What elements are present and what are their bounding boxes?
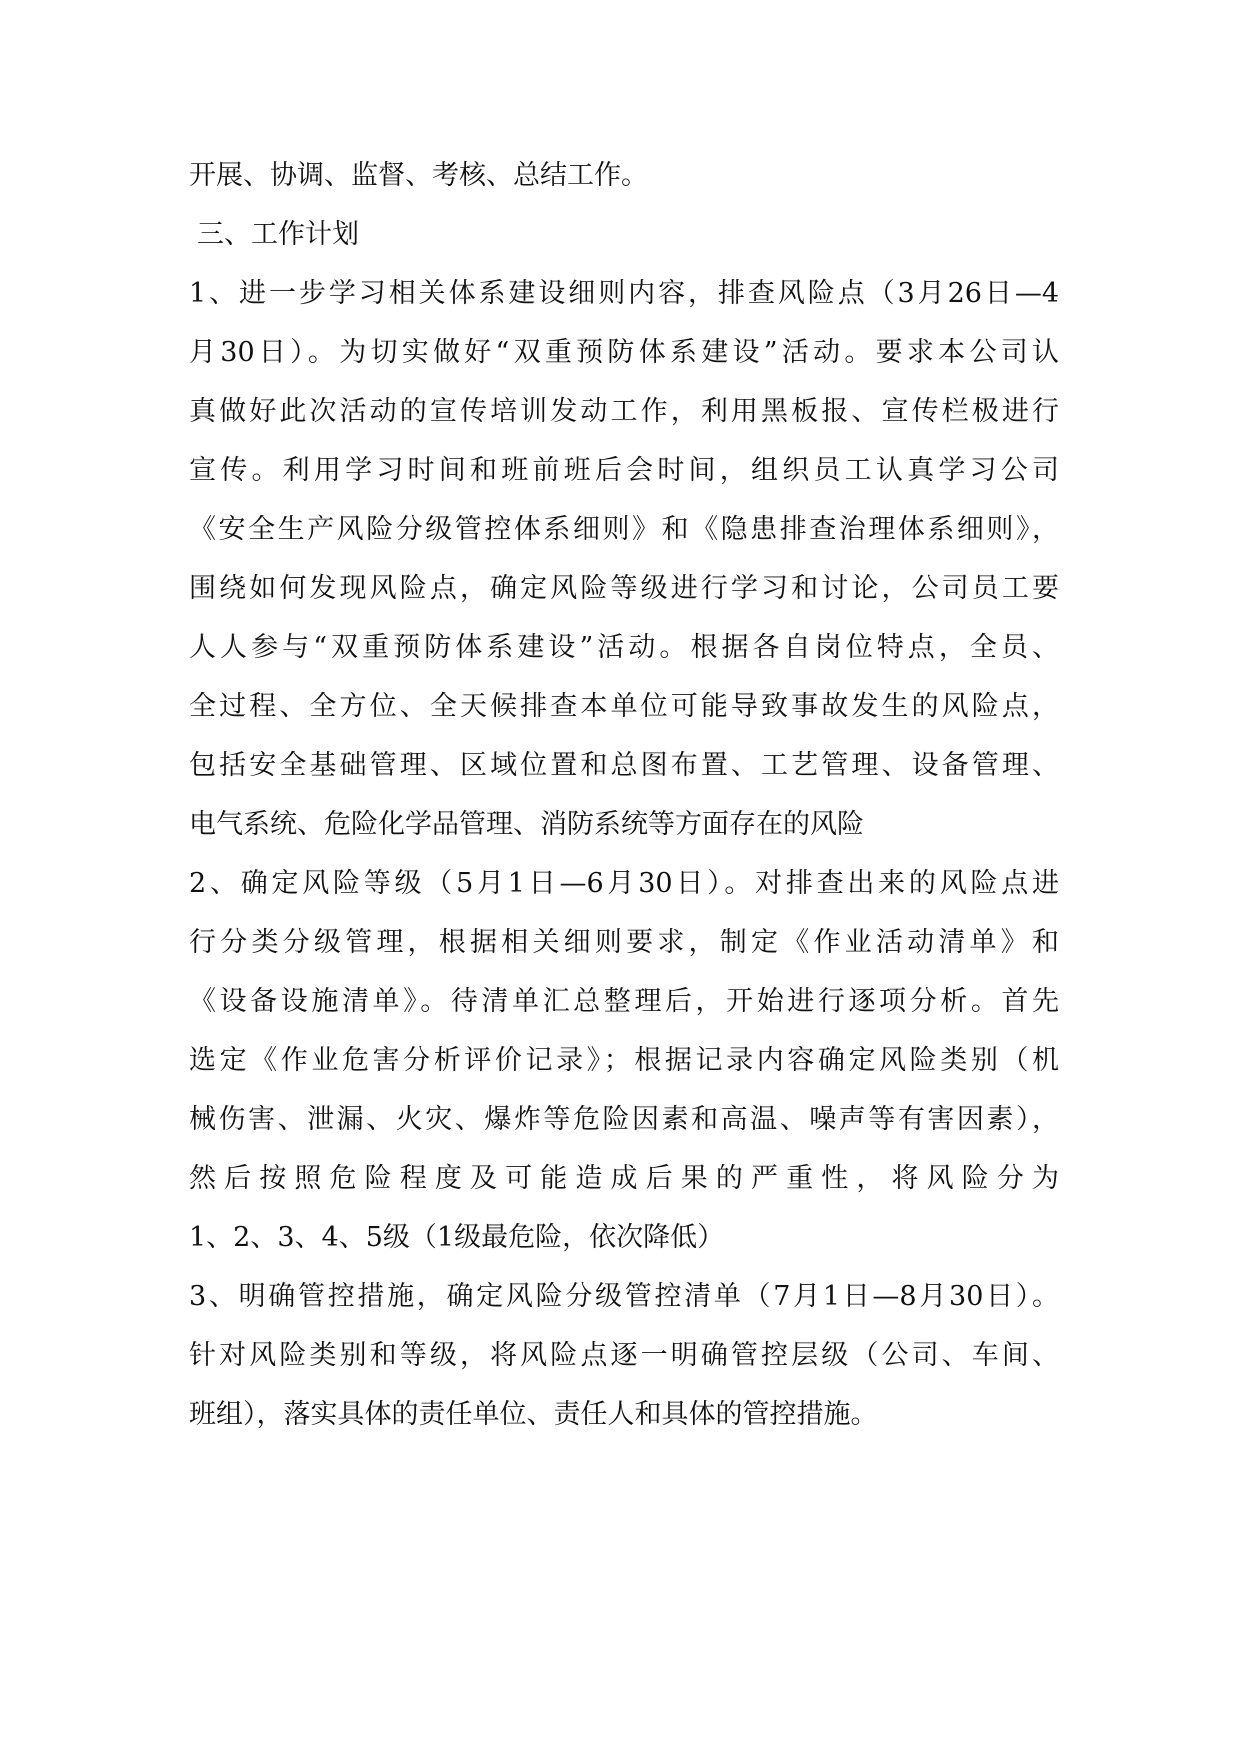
section-heading: 三、工作计划 — [197, 219, 359, 250]
text-line-15: 《设备设施清单》。待清单汇总整理后，开始进行逐项分析。首先 — [189, 986, 1059, 1017]
text-line-11: 包括安全基础管理、区域位置和总图布置、工艺管理、设备管理、 — [189, 750, 1059, 781]
text-line-22: 班组），落实具体的责任单位、责任人和具体的管控措施。 — [189, 1399, 878, 1430]
text-line-18: 然后按照危险程度及可能造成后果的严重性，将风险分为 — [189, 1163, 1059, 1194]
text-line-12: 电气系统、危险化学品管理、消防系统等方面存在的风险 — [189, 809, 864, 840]
text-line-7: 《安全生产风险分级管控体系细则》和《隐患排查治理体系细则》， — [189, 514, 1059, 545]
text-line-10: 全过程、全方位、全天候排查本单位可能导致事故发生的风险点， — [189, 691, 1059, 722]
text-line-16: 选定《作业危害分析评价记录》；根据记录内容确定风险类别（机 — [189, 1045, 1059, 1076]
text-line-3: 1、进一步学习相关体系建设细则内容，排查风险点（3月26日—4 — [189, 278, 1059, 309]
text-line-13: 2、确定风险等级（5月1日—6月30日）。对排查出来的风险点进 — [189, 868, 1059, 899]
text-line-5: 真做好此次活动的宣传培训发动工作，利用黑板报、宣传栏极进行 — [189, 396, 1059, 427]
text-line-21: 针对风险类别和等级，将风险点逐一明确管控层级（公司、车间、 — [189, 1340, 1059, 1371]
text-line-20: 3、明确管控措施，确定风险分级管控清单（7月1日—8月30日）。 — [189, 1281, 1059, 1312]
text-line-4: 月30日）。为切实做好“双重预防体系建设”活动。要求本公司认 — [189, 337, 1059, 368]
text-line-9: 人人参与“双重预防体系建设”活动。根据各自岗位特点，全员、 — [189, 632, 1059, 663]
text-line-8: 围绕如何发现风险点，确定风险等级进行学习和讨论，公司员工要 — [189, 573, 1059, 604]
text-line-17: 械伤害、泄漏、火灾、爆炸等危险因素和高温、噪声等有害因素）， — [189, 1104, 1059, 1135]
text-line-6: 宣传。利用学习时间和班前班后会时间，组织员工认真学习公司 — [189, 455, 1059, 486]
text-line-14: 行分类分级管理，根据相关细则要求，制定《作业活动清单》和 — [189, 927, 1059, 958]
text-line-19: 1、2、3、4、5级（1级最危险，依次降低） — [189, 1222, 725, 1253]
text-line-1: 开展、协调、监督、考核、总结工作。 — [189, 160, 648, 191]
